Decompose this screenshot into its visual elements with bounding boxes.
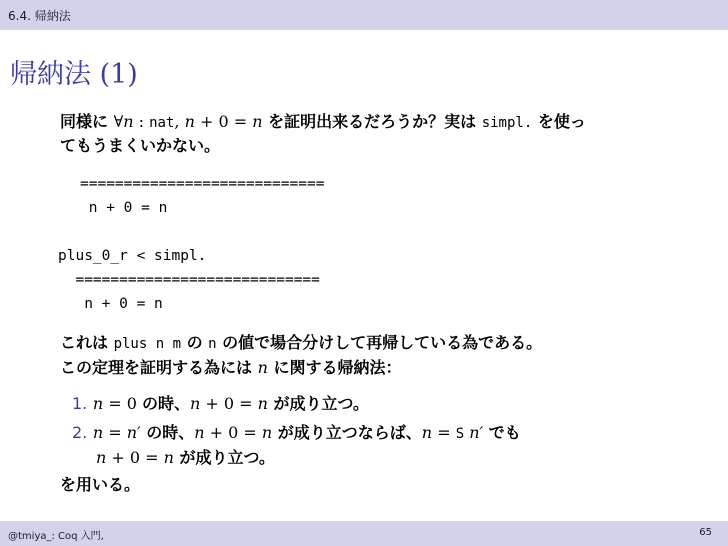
math: n: [194, 423, 205, 442]
code2-line3: n + 0 = n: [58, 296, 163, 312]
text: この定理を証明する為には: [60, 358, 258, 377]
para2-line1: [60, 330, 542, 353]
math: n: [257, 358, 268, 377]
enum-item-2-cont: [96, 445, 275, 468]
text: の: [181, 333, 209, 352]
code2-line2: ============================: [58, 272, 320, 288]
text: を使っ: [532, 112, 586, 131]
math: + 0 =: [106, 448, 164, 467]
math: :: [133, 112, 150, 131]
math: n′: [126, 423, 141, 442]
text: の時、: [142, 394, 191, 413]
code2-line1: plus_0_r < simpl.: [58, 248, 207, 264]
text: これは: [60, 333, 114, 352]
text: が成り立つ。: [173, 448, 275, 467]
text: に関する帰納法：: [267, 358, 402, 377]
text: の値で場合分けして再帰している為である。: [216, 333, 543, 352]
math: n: [190, 394, 201, 413]
footer-author: @tmiya_: Coq 入門,: [8, 531, 104, 542]
code-inline: simpl.: [481, 115, 533, 131]
math: n: [92, 394, 104, 413]
math: + 0 =: [200, 394, 258, 413]
frame-title-text: 帰納法: [10, 59, 91, 90]
para1-line2: てもうまくいかない。: [60, 136, 221, 155]
math: + 0 =: [194, 112, 253, 131]
math: n: [96, 448, 107, 467]
math: n: [421, 423, 433, 442]
code-inline: S: [455, 426, 465, 442]
text: を証明出来るだろうか？実は: [262, 112, 482, 131]
section-title: 6.4. 帰納法: [8, 9, 71, 23]
math: n′: [464, 423, 484, 442]
math: n: [92, 423, 104, 442]
math: = 0: [103, 394, 142, 413]
para1-line1: [60, 109, 586, 132]
code1-line2: n + 0 = n: [80, 200, 168, 216]
footer-bar: [0, 521, 728, 546]
text: の時、: [140, 423, 195, 442]
text: が成り立つ。: [267, 394, 369, 413]
enum-item-2: [72, 420, 521, 443]
page-number: 65: [699, 527, 712, 538]
para2-line2: [60, 355, 401, 378]
math: =: [432, 423, 456, 442]
math: n: [184, 112, 195, 131]
code1-line1: ============================: [80, 176, 325, 192]
enum-number: 1.: [72, 394, 88, 413]
frame-title-number: (1): [99, 59, 138, 90]
math: ∀n: [113, 112, 134, 131]
code-inline: plus n m: [113, 336, 182, 352]
math: n: [261, 423, 273, 442]
enum-item-1: [72, 391, 369, 414]
code-inline: n: [208, 336, 217, 352]
text: が成り立つならば、: [272, 423, 422, 442]
math: ,: [174, 112, 185, 131]
text: 同様に: [60, 112, 114, 131]
para3: を用いる。: [60, 475, 141, 494]
code-inline: nat: [149, 115, 175, 131]
math: + 0 =: [204, 423, 262, 442]
text: でも: [483, 423, 521, 442]
math: n: [163, 448, 174, 467]
math: n: [257, 394, 268, 413]
enum-number: 2.: [72, 423, 88, 442]
math: =: [103, 423, 127, 442]
math: n: [252, 112, 263, 131]
